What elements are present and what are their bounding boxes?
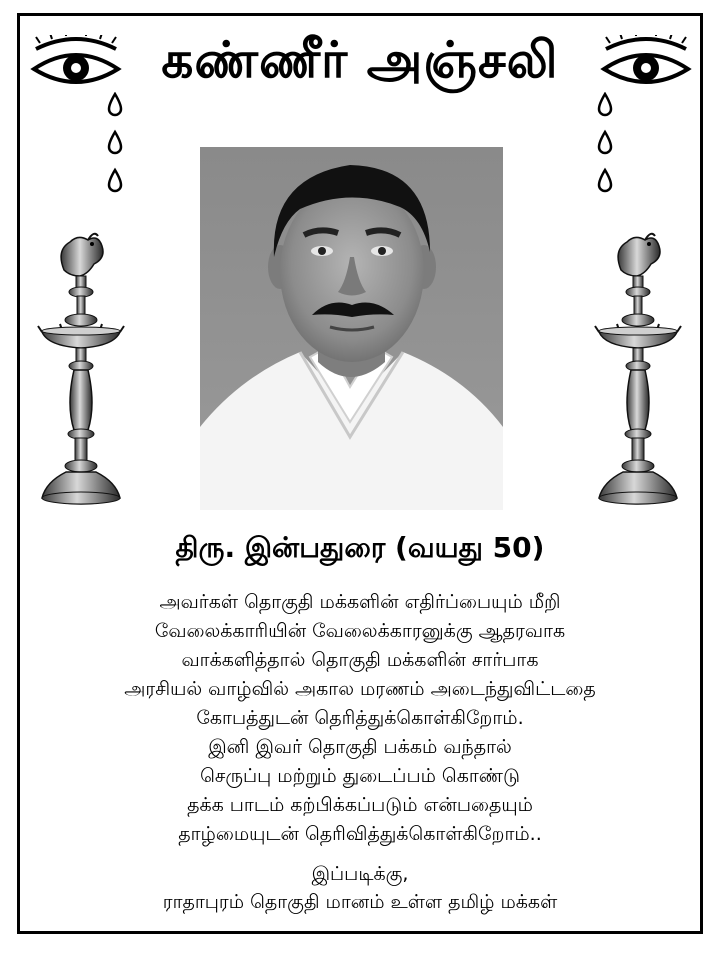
body-line: அவர்கள் தொகுதி மக்களின் எதிர்ப்பையும் மீறி	[159, 591, 561, 613]
tear-drop-icon	[595, 92, 615, 196]
signoff-block	[40, 860, 680, 916]
body-line: தக்க பாடம் கற்பிக்கப்படும் என்பதையும்	[187, 794, 533, 816]
signoff-from: ராதாபுரம் தொகுதி மானம் உள்ள தமிழ் மக்கள்	[162, 891, 558, 913]
tear-drop-icon	[105, 92, 125, 196]
body-line: இனி இவர் தொகுதி பக்கம் வந்தால்	[208, 736, 512, 758]
eye-icon	[30, 35, 122, 91]
page-title: கண்ணீர் அஞ்சலி	[161, 31, 559, 89]
notice-body	[40, 588, 680, 849]
oil-lamp-icon	[593, 230, 683, 510]
portrait-photo	[200, 147, 503, 510]
deceased-name-heading: திரு. இன்பதுரை (வயது 50)	[175, 531, 545, 564]
signoff-greeting: இப்படிக்கு,	[311, 863, 409, 885]
body-line: தாழ்மையுடன் தெரிவித்துக்கொள்கிறோம்..	[178, 823, 542, 845]
eye-icon	[600, 35, 692, 91]
body-line: செருப்பு மற்றும் துடைப்பம் கொண்டு	[200, 765, 520, 787]
body-line: வேலைக்காரியின் வேலைக்காரனுக்கு ஆதரவாக	[154, 620, 566, 642]
body-line: அரசியல் வாழ்வில் அகால மரணம் அடைந்துவிட்டதை	[124, 678, 596, 700]
oil-lamp-icon	[36, 230, 126, 510]
body-line: வாக்களித்தால் தொகுதி மக்களின் சார்பாக	[181, 649, 539, 671]
body-line: கோபத்துடன் தெரித்துக்கொள்கிறோம்.	[196, 707, 524, 729]
